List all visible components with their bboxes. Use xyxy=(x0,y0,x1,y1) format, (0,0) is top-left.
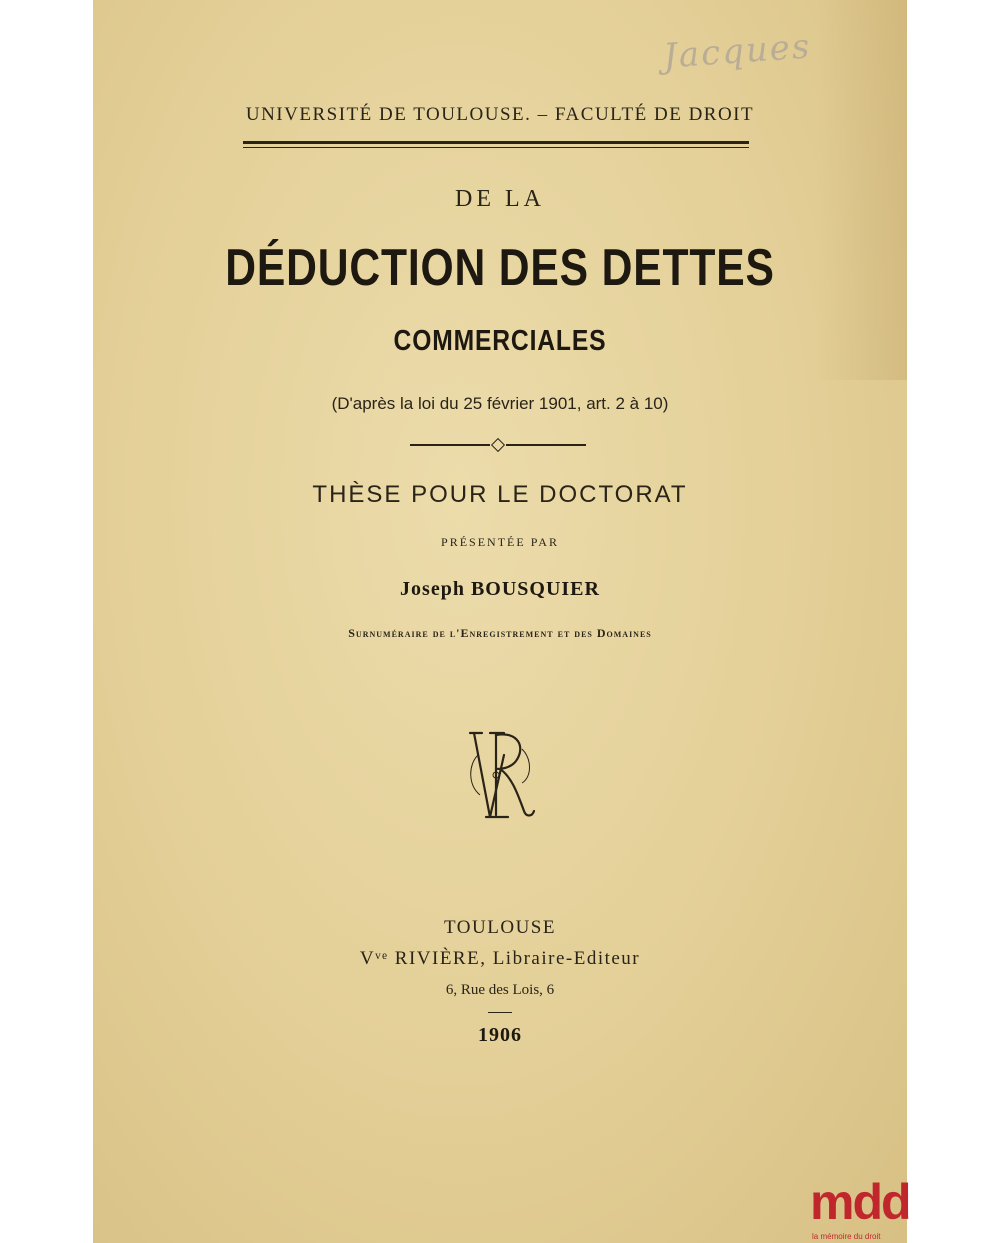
author-name: Joseph BOUSQUIER xyxy=(400,578,600,600)
publisher-city: TOULOUSE xyxy=(444,917,556,938)
mdd-watermark-logo xyxy=(810,1172,910,1243)
publisher-name: Vᵛᵉ RIVIÈRE, Libraire-Editeur xyxy=(359,948,641,969)
thesis-line: THÈSE POUR LE DOCTORAT xyxy=(312,481,688,508)
mdd-logo-tagline: la mémoire du droit xyxy=(812,1232,881,1241)
author-role: Surnuméraire de l'Enregistrement et des Domaines xyxy=(348,626,652,640)
university-heading: UNIVERSITÉ DE TOULOUSE. – FACULTÉ DE DROIT xyxy=(245,104,755,125)
heading-rule-thick xyxy=(243,141,749,144)
handwritten-note: Jacques xyxy=(661,26,813,77)
heading-rule-thin xyxy=(243,147,749,148)
book-subtitle: COMMERCIALES xyxy=(393,325,607,357)
title-prefix: DE LA xyxy=(455,186,545,212)
presented-by: PRÉSENTÉE PAR xyxy=(441,535,559,549)
publisher-address: 6, Rue des Lois, 6 xyxy=(445,982,555,998)
publisher-monogram-icon xyxy=(460,725,540,825)
law-reference: (D'après la loi du 25 février 1901, art. 2 à 10) xyxy=(331,394,669,413)
book-title: DÉDUCTION DES DETTES xyxy=(225,239,775,297)
mdd-logo-text: mdd xyxy=(810,1174,910,1230)
publication-year: 1906 xyxy=(478,1024,522,1046)
ornamental-divider xyxy=(410,444,586,448)
year-separator xyxy=(488,1012,512,1013)
